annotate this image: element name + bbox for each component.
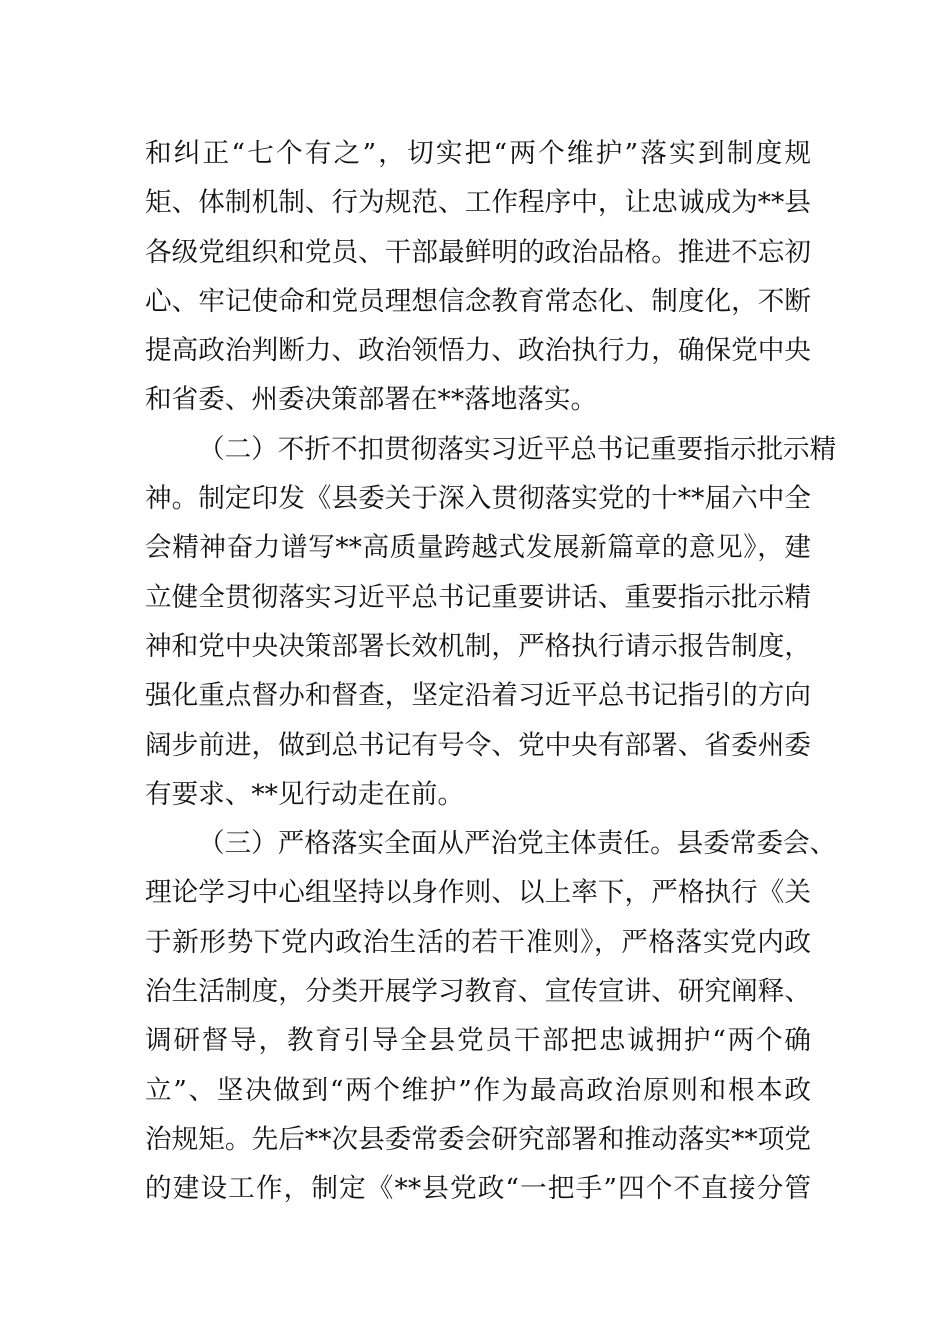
- text-line: 的建设工作，制定《**县党政“一把手”四个不直接分管: [145, 1173, 811, 1205]
- text-line: 矩、体制机制、行为规范、工作程序中，让忠诚成为**县: [145, 187, 811, 219]
- section-heading-line: （三）严格落实全面从严治党主体责任。县委常委会、: [198, 828, 837, 860]
- text-line: 心、牢记使命和党员理想信念教育常态化、制度化，不断: [145, 285, 811, 317]
- text-line: 治生活制度，分类开展学习教育、宣传宣讲、研究阐释、: [145, 976, 811, 1008]
- text-line: 立”、坚决做到“两个维护”作为最高政治原则和根本政: [145, 1074, 811, 1106]
- text-line: 于新形势下党内政治生活的若干准则》，严格落实党内政: [145, 926, 811, 958]
- text-line: 治规矩。先后**次县委常委会研究部署和推动落实**项党: [145, 1123, 811, 1155]
- text-line: 有要求、**见行动走在前。: [145, 778, 465, 810]
- text-line: 理论学习中心组坚持以身作则、以上率下，严格执行《关: [145, 877, 811, 909]
- text-line: 和纠正“七个有之”，切实把“两个维护”落实到制度规: [145, 138, 811, 169]
- text-line: 神和党中央决策部署长效机制，严格执行请示报告制度，: [145, 630, 811, 662]
- text-line: 强化重点督办和督查，坚定沿着习近平总书记指引的方向: [145, 680, 811, 712]
- text-line: 各级党组织和党员、干部最鲜明的政治品格。推进不忘初: [145, 236, 811, 268]
- text-line: 和省委、州委决策部署在**落地落实。: [145, 384, 598, 416]
- text-line: 提高政治判断力、政治领悟力、政治执行力，确保党中央: [145, 335, 811, 367]
- text-line: 神。制定印发《县委关于深入贯彻落实党的十**届六中全: [145, 483, 811, 515]
- section-heading-line: （二）不折不扣贯彻落实习近平总书记重要指示批示精: [198, 433, 837, 465]
- text-line: 会精神奋力谱写**高质量跨越式发展新篇章的意见》，建: [145, 532, 811, 564]
- text-line: 阔步前进，做到总书记有号令、党中央有部署、省委州委: [145, 729, 811, 761]
- text-line: 调研督导，教育引导全县党员干部把忠诚拥护“两个确: [145, 1025, 811, 1057]
- text-line: 立健全贯彻落实习近平总书记重要讲话、重要指示批示精: [145, 581, 811, 613]
- document-body: [145, 129, 837, 1214]
